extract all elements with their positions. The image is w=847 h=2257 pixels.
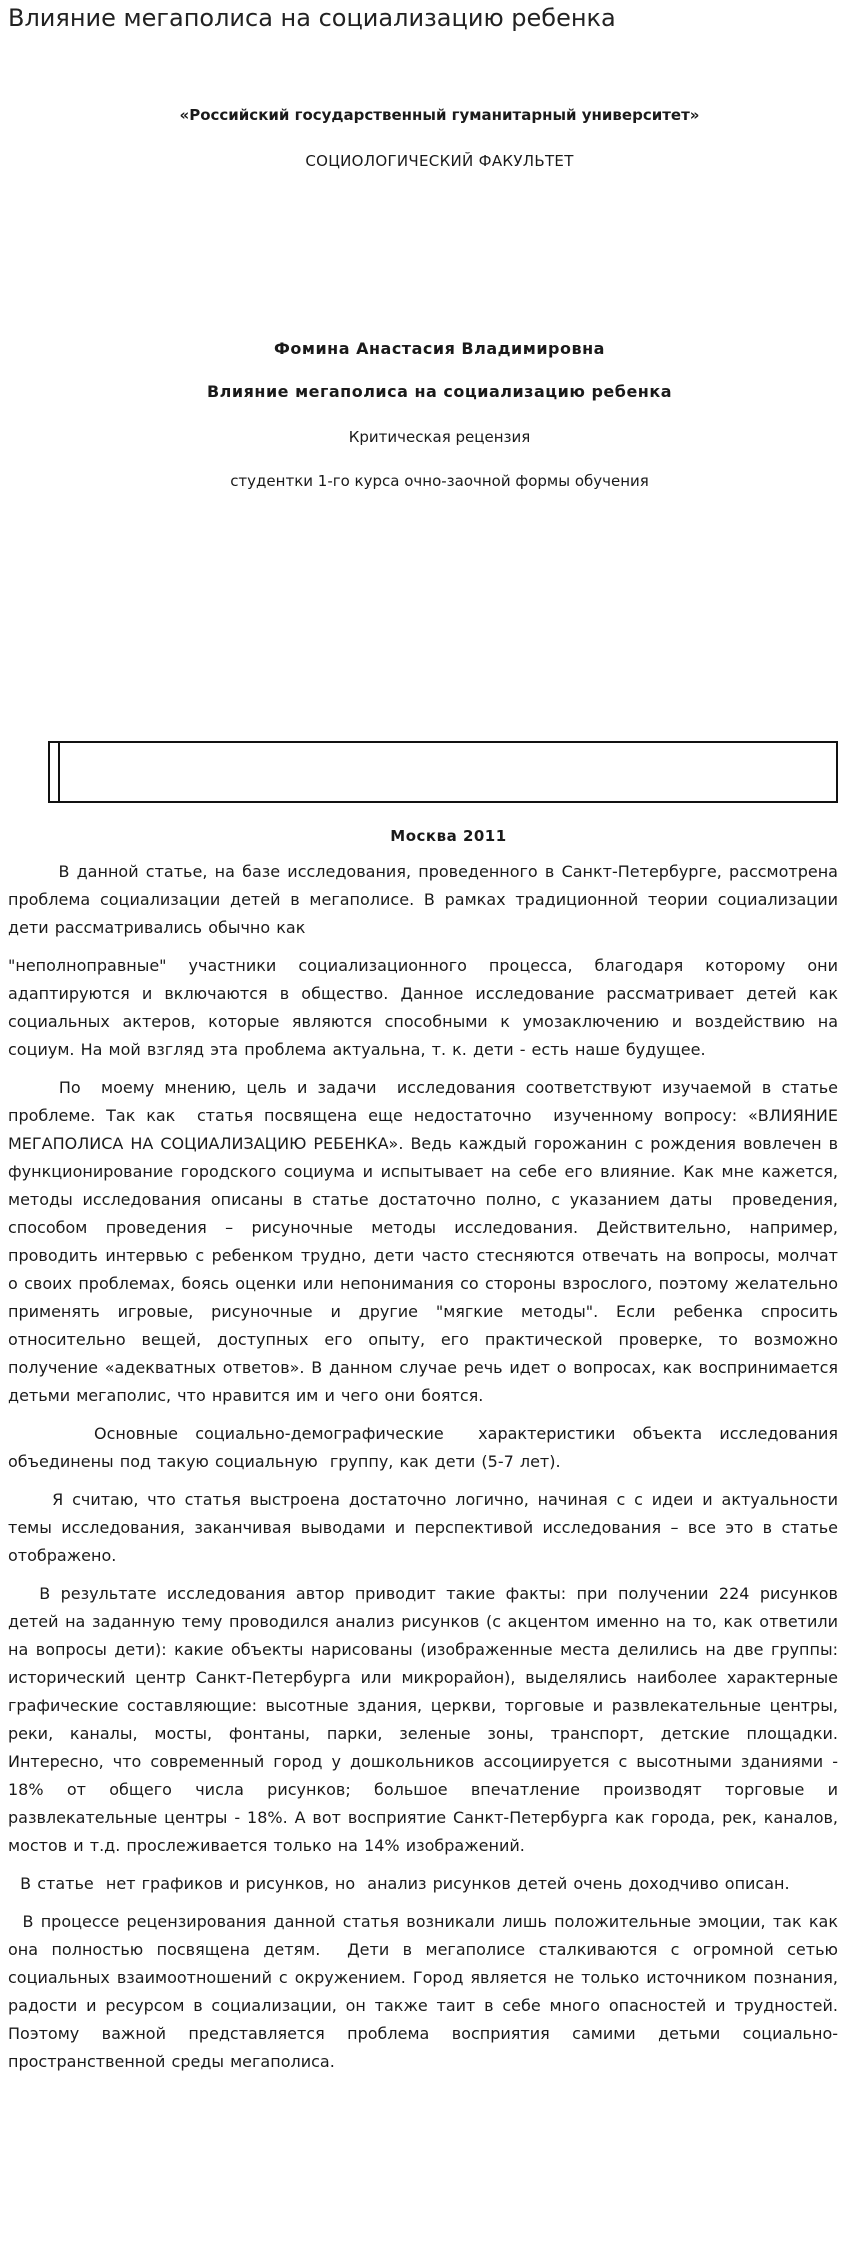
paragraph: По моему мнению, цель и задачи исследования соответствуют изучаемой в статье проблеме. Так как статья посвящена еще недостаточно изученному вопросу: «ВЛИЯНИЕ МЕГАПОЛИСА НА СОЦИАЛИЗАЦИЮ РЕБЕНКА». Ведь каждый горожанин с рождения вовлечен в функционирование городского социума и испытывает на себе его влияние. Как мне кажется, методы исследования описаны в статье достаточно полно, с указанием даты проведения, способом проведения – рисуночные методы исследования. Действительно, например, проводить интервью с ребенком трудно, дети часто стесняются отвечать на вопросы, молчат о своих проблемах, боясь оценки или непонимания со стороны взрослого, поэтому желательно применять игровые, рисуночные и другие "мягкие методы". Если ребенка спросить относительно вещей, доступных его опыту, его практической проверке, то возможно получение «адекватных ответов». В данном случае речь идет о вопросах, как воспринимается детьми мегаполис, что нравится им и чего они боятся. xyxy=(8,1078,845,1405)
city-year: Москва 2011 xyxy=(390,827,507,845)
paragraph: Основные социально-демографические характеристики объекта исследования объединены под такую социальную группу, как дети (5-7 лет). xyxy=(8,1424,845,1471)
document-title: Влияние мегаполиса на социализацию ребенка xyxy=(8,4,616,32)
paragraph: В процессе рецензирования данной статья возникали лишь положительные эмоции, так как она полностью посвящена детям. Дети в мегаполисе сталкиваются с огромной сетью социальных взаимоотношений с окружением. Город является не только источником познания, радости и ресурсом в социализации, он также таит в себе много опасностей и трудностей. Поэтому важной представляется проблема восприятия самими детьми социально-пространственной среды мегаполиса. xyxy=(8,1912,845,2071)
work-title: Влияние мегаполиса на социализацию ребенка xyxy=(206,382,673,401)
paragraph: В результате исследования автор приводит такие факты: при получении 224 рисунков детей на заданную тему проводился анализ рисунков (с акцентом именно на то, как ответили на вопросы дети): какие объекты нарисованы (изображенные места делились на две группы: исторический центр Санкт-Петербурга или микрорайон), выделялись наиболее характерные графические составляющие: высотные здания, церкви, торговые и развлекательные центры, реки, каналы, мосты, фонтаны, парки, зеленые зоны, транспорт, детские площадки. Интересно, что современный город у дошкольников ассоциируется с высотными зданиями - 18% от общего числа рисунков; большое впечатление производят торговые и развлекательные центры - 18%. А вот восприятие Санкт-Петербурга как города, рек, каналов, мостов и т.д. прослеживается только на 14% изображений. xyxy=(8,1584,845,1855)
student-info: студентки 1-го курса очно-заочной формы обучения xyxy=(230,472,649,490)
review-body xyxy=(8,858,845,2086)
paragraph: В данной статье, на базе исследования, проведенного в Санкт-Петербурге, рассмотрена проблема социализации детей в мегаполисе. В рамках традиционной теории социализации дети рассматривались обычно как xyxy=(8,862,845,937)
university-name: «Российский государственный гуманитарный университет» xyxy=(179,106,700,124)
paragraph: Я считаю, что статья выстроена достаточно логично, начиная с с идеи и актуальности темы исследования, заканчивая выводами и перспективой исследования – все это в статье отображено. xyxy=(8,1490,845,1565)
author-name: Фомина Анастасия Владимировна xyxy=(274,339,605,358)
empty-frame-box xyxy=(48,741,838,803)
paragraph: В статье нет графиков и рисунков, но анализ рисунков детей очень доходчиво описан. xyxy=(8,1874,790,1893)
paragraph: "неполноправные" участники социализационного процесса, благодаря которому они адаптируются и включаются в общество. Данное исследование рассматривает детей как социальных актеров, которые являются способными к умозаключению и воздействию на социум. На мой взгляд эта проблема актуальна, т. к. дети - есть наше будущее. xyxy=(8,956,845,1059)
work-genre: Критическая рецензия xyxy=(348,428,531,446)
frame-inner-line xyxy=(58,743,60,801)
faculty-name: СОЦИОЛОГИЧЕСКИЙ ФАКУЛЬТЕТ xyxy=(305,152,574,170)
